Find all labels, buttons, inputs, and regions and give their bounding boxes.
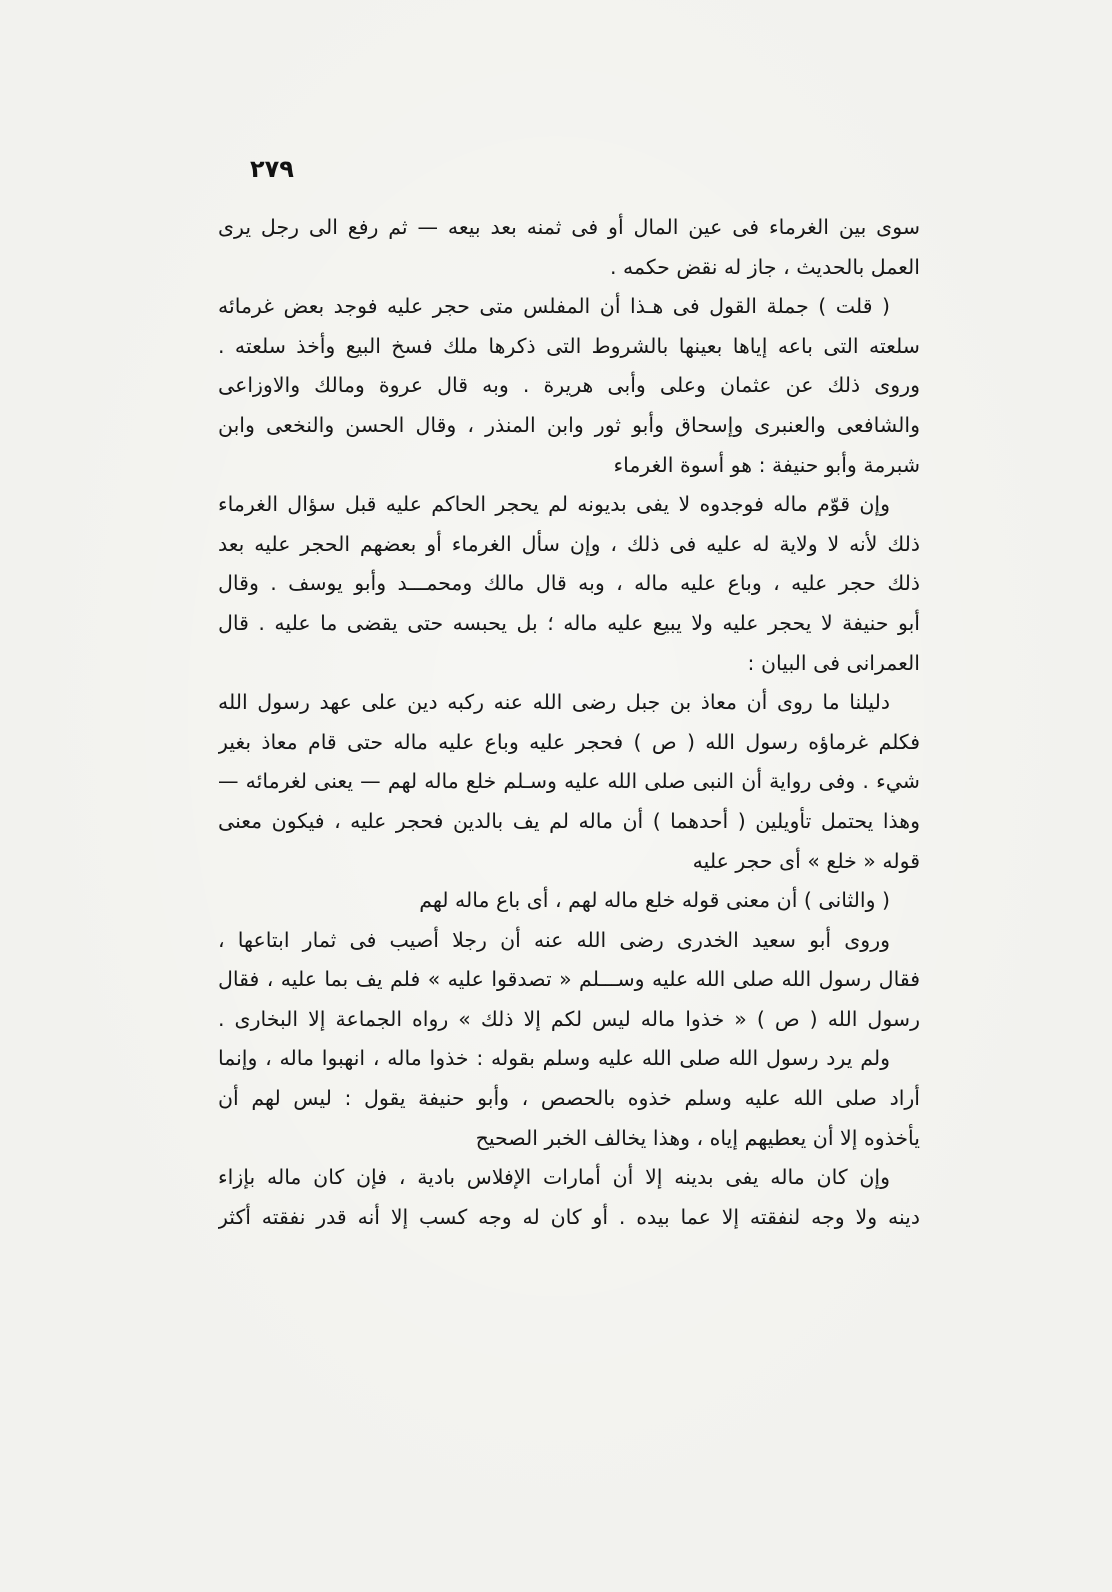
text-line: والشافعى والعنبرى وإسحاق وأبو ثور وابن المنذر ، وقال الحسن والنخعى وابن [218, 412, 920, 437]
text-line: وإن كان ماله يفى بدينه إلا أن أمارات الإفلاس بادية ، فإن كان ماله بإزاء [218, 1165, 890, 1190]
text-line: وروى ذلك عن عثمان وعلى وأبى هريرة . وبه قال عروة ومالك والاوزاعى [218, 373, 920, 398]
text-line: شبرمة وأبو حنيفة : هو أسوة الغرماء [613, 452, 920, 477]
text-line: رسول الله ( ص ) « خذوا ماله ليس لكم إلا ذلك » رواه الجماعة إلا البخارى . [218, 1006, 920, 1031]
text-line: سلعته التى باعه إياها بعينها بالشروط التى ذكرها ملك فسخ البيع وأخذ سلعته . [218, 333, 920, 358]
text-line: وروى أبو سعيد الخدرى رضى الله عنه أن رجلا أصيب فى ثمار ابتاعها ، [218, 927, 890, 952]
text-line: أبو حنيفة لا يحجر عليه ولا يبيع عليه ماله ؛ بل يحبسه حتى يقضى ما عليه . قال [218, 610, 920, 635]
text-line: شيء . وفى رواية أن النبى صلى الله عليه وسـلم خلع ماله لهم — يعنى لغرمائه — [218, 769, 920, 794]
text-line: سوى بين الغرماء فى عين المال أو فى ثمنه بعد بيعه — ثم رفع الى رجل يرى [218, 215, 920, 239]
text-line: ( والثانى ) أن معنى قوله خلع ماله لهم ، أى باع ماله لهم [419, 888, 890, 913]
text-line: دينه ولا وجه لنفقته إلا عما بيده . أو كان له وجه كسب إلا أنه قدر نفقته أكثر [218, 1204, 920, 1229]
text-line: فكلم غرماؤه رسول الله ( ص ) فحجر عليه وباع عليه ماله حتى قام معاذ بغير [218, 729, 920, 754]
text-line: وإن قوّم ماله فوجدوه لا يفى بديونه لم يحجر الحاكم عليه قبل سؤال الغرماء [218, 492, 890, 517]
text-line: فقال رسول الله صلى الله عليه وســـلم « تصدقوا عليه » فلم يف بما عليه ، فقال [218, 967, 920, 992]
page-number: ٢٧٩ [250, 155, 294, 183]
text-line: ذلك لأنه لا ولاية له عليه فى ذلك ، وإن سأل الغرماء أو بعضهم الحجر عليه بعد [218, 531, 920, 556]
text-line: وهذا يحتمل تأويلين ( أحدهما ) أن ماله لم يف بالدين فحجر عليه ، فيكون معنى [218, 808, 920, 833]
text-line: ( قلت ) جملة القول فى هـذا أن المفلس متى حجر عليه فوجد بعض غرمائه [218, 294, 890, 319]
text-line: ولم يرد رسول الله صلى الله عليه وسلم بقوله : خذوا ماله ، انهبوا ماله ، وإنما [218, 1046, 890, 1071]
text-line: العمل بالحديث ، جاز له نقض حكمه . [609, 254, 920, 279]
text-line: دليلنا ما روى أن معاذ بن جبل رضى الله عنه ركبه دين على عهد رسول الله [218, 690, 890, 715]
body-text [218, 208, 920, 1237]
text-line: العمرانى فى البيان : [747, 650, 920, 675]
text-line: يأخذوه إلا أن يعطيهم إياه ، وهذا يخالف الخبر الصحيح [475, 1125, 920, 1150]
text-line: ذلك حجر عليه ، وباع عليه ماله ، وبه قال مالك ومحمـــد وأبو يوسف . وقال [218, 571, 920, 596]
text-line: قوله « خلع » أى حجر عليه [692, 848, 920, 873]
text-line: أراد صلى الله عليه وسلم خذوه بالحصص ، وأبو حنيفة يقول : ليس لهم أن [218, 1086, 920, 1111]
